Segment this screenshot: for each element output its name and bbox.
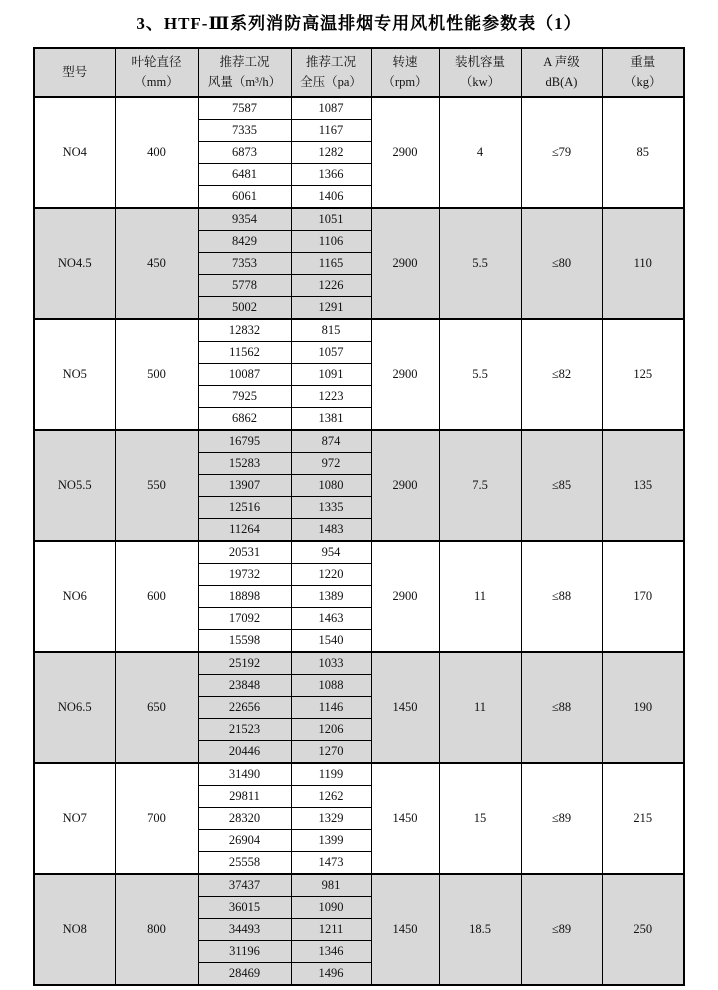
pressure-value-cell: 1051 [291,208,371,231]
flow-value-cell: 12516 [198,497,291,519]
diameter-cell: 450 [115,208,198,319]
diameter-cell: 800 [115,874,198,985]
power-cell: 18.5 [439,874,521,985]
model-cell: NO6 [34,541,115,652]
table-row-NO5-0 [34,319,684,342]
flow-value-cell: 5002 [198,297,291,320]
table-row-NO7-0 [34,763,684,786]
rpm-cell: 2900 [371,319,439,430]
flow-value-cell: 7335 [198,120,291,142]
flow-value-cell: 11562 [198,342,291,364]
power-cell: 7.5 [439,430,521,541]
pressure-value-cell: 1220 [291,564,371,586]
pressure-value-cell: 1399 [291,830,371,852]
pressure-value-cell: 1346 [291,941,371,963]
column-header-2 [198,48,291,97]
column-header-line2: （kg） [623,74,662,89]
flow-value-cell: 9354 [198,208,291,231]
column-header-1 [115,48,198,97]
pressure-value-cell: 1057 [291,342,371,364]
pressure-value-cell: 1335 [291,497,371,519]
weight-cell: 170 [602,541,684,652]
pressure-value-cell: 1091 [291,364,371,386]
flow-value-cell: 31490 [198,763,291,786]
column-header-line1: 型号 [62,64,88,79]
model-cell: NO4 [34,97,115,208]
rpm-cell: 1450 [371,652,439,763]
flow-value-cell: 13907 [198,475,291,497]
flow-value-cell: 5778 [198,275,291,297]
noise-cell: ≤82 [521,319,602,430]
pressure-value-cell: 1106 [291,231,371,253]
flow-value-cell: 37437 [198,874,291,897]
column-header-7 [602,48,684,97]
pressure-value-cell: 1540 [291,630,371,653]
pressure-value-cell: 1033 [291,652,371,675]
flow-value-cell: 28320 [198,808,291,830]
column-header-line2: 风量（m³/h） [207,74,282,89]
flow-value-cell: 22656 [198,697,291,719]
flow-value-cell: 7587 [198,97,291,120]
flow-value-cell: 19732 [198,564,291,586]
pressure-value-cell: 1270 [291,741,371,764]
header-row [34,48,684,97]
flow-value-cell: 7925 [198,386,291,408]
flow-value-cell: 25558 [198,852,291,875]
power-cell: 15 [439,763,521,874]
rpm-cell: 1450 [371,874,439,985]
flow-value-cell: 8429 [198,231,291,253]
column-header-line2: （kw） [459,74,501,89]
flow-value-cell: 34493 [198,919,291,941]
table-row-NO5.5-0 [34,430,684,453]
diameter-cell: 400 [115,97,198,208]
table-row-NO6-0 [34,541,684,564]
pressure-value-cell: 1483 [291,519,371,542]
column-header-6 [521,48,602,97]
pressure-value-cell: 981 [291,874,371,897]
pressure-value-cell: 1262 [291,786,371,808]
weight-cell: 135 [602,430,684,541]
flow-value-cell: 6862 [198,408,291,431]
pressure-value-cell: 1496 [291,963,371,986]
noise-cell: ≤89 [521,874,602,985]
column-header-line1: 装机容量 [454,55,505,70]
flow-value-cell: 6481 [198,164,291,186]
diameter-cell: 600 [115,541,198,652]
pressure-value-cell: 954 [291,541,371,564]
flow-value-cell: 36015 [198,897,291,919]
pressure-value-cell: 1366 [291,164,371,186]
model-cell: NO5 [34,319,115,430]
noise-cell: ≤80 [521,208,602,319]
pressure-value-cell: 1090 [291,897,371,919]
flow-value-cell: 20446 [198,741,291,764]
page-title: 3、HTF-Ⅲ系列消防高温排烟专用风机性能参数表（1） [136,14,582,33]
flow-value-cell: 15598 [198,630,291,653]
flow-value-cell: 23848 [198,675,291,697]
weight-cell: 85 [602,97,684,208]
noise-cell: ≤85 [521,430,602,541]
power-cell: 11 [439,652,521,763]
pressure-value-cell: 1282 [291,142,371,164]
power-cell: 5.5 [439,208,521,319]
spec-table-body [34,97,684,985]
pressure-value-cell: 1211 [291,919,371,941]
rpm-cell: 2900 [371,430,439,541]
noise-cell: ≤79 [521,97,602,208]
flow-value-cell: 7353 [198,253,291,275]
weight-cell: 215 [602,763,684,874]
column-header-3 [291,48,371,97]
pressure-value-cell: 1088 [291,675,371,697]
column-header-line1: 推荐工况 [305,55,356,70]
rpm-cell: 2900 [371,208,439,319]
flow-value-cell: 16795 [198,430,291,453]
noise-cell: ≤88 [521,652,602,763]
flow-value-cell: 10087 [198,364,291,386]
pressure-value-cell: 1226 [291,275,371,297]
table-row-NO4-0 [34,97,684,120]
flow-value-cell: 11264 [198,519,291,542]
pressure-value-cell: 1206 [291,719,371,741]
flow-value-cell: 31196 [198,941,291,963]
flow-value-cell: 20531 [198,541,291,564]
rpm-cell: 2900 [371,541,439,652]
pressure-value-cell: 1080 [291,475,371,497]
pressure-value-cell: 1463 [291,608,371,630]
pressure-value-cell: 1146 [291,697,371,719]
flow-value-cell: 15283 [198,453,291,475]
pressure-value-cell: 1389 [291,586,371,608]
noise-cell: ≤88 [521,541,602,652]
diameter-cell: 500 [115,319,198,430]
column-header-line1: 转速 [392,55,418,70]
rpm-cell: 2900 [371,97,439,208]
spec-table-head [34,48,684,97]
column-header-line2: dB(A) [545,74,578,89]
flow-value-cell: 29811 [198,786,291,808]
pressure-value-cell: 1406 [291,186,371,209]
table-row-NO6.5-0 [34,652,684,675]
diameter-cell: 550 [115,430,198,541]
pressure-value-cell: 1473 [291,852,371,875]
model-cell: NO4.5 [34,208,115,319]
noise-cell: ≤89 [521,763,602,874]
weight-cell: 110 [602,208,684,319]
pressure-value-cell: 815 [291,319,371,342]
model-cell: NO8 [34,874,115,985]
column-header-line1: A 声级 [543,55,580,70]
pressure-value-cell: 1329 [291,808,371,830]
weight-cell: 190 [602,652,684,763]
power-cell: 11 [439,541,521,652]
pressure-value-cell: 1223 [291,386,371,408]
flow-value-cell: 17092 [198,608,291,630]
pressure-value-cell: 1199 [291,763,371,786]
flow-value-cell: 6061 [198,186,291,209]
flow-value-cell: 21523 [198,719,291,741]
column-header-0 [34,48,115,97]
column-header-4 [371,48,439,97]
flow-value-cell: 26904 [198,830,291,852]
column-header-line1: 叶轮直径 [131,55,182,70]
column-header-line1: 推荐工况 [219,55,270,70]
model-cell: NO7 [34,763,115,874]
column-header-line2: （mm） [134,74,179,89]
column-header-5 [439,48,521,97]
pressure-value-cell: 874 [291,430,371,453]
flow-value-cell: 12832 [198,319,291,342]
pressure-value-cell: 972 [291,453,371,475]
pressure-value-cell: 1291 [291,297,371,320]
pressure-value-cell: 1167 [291,120,371,142]
column-header-line2: 全压（pa） [300,74,362,89]
pressure-value-cell: 1165 [291,253,371,275]
model-cell: NO5.5 [34,430,115,541]
flow-value-cell: 6873 [198,142,291,164]
power-cell: 5.5 [439,319,521,430]
flow-value-cell: 18898 [198,586,291,608]
table-row-NO4.5-0 [34,208,684,231]
table-row-NO8-0 [34,874,684,897]
column-header-line1: 重量 [630,55,656,70]
power-cell: 4 [439,97,521,208]
fan-spec-table [33,47,685,986]
diameter-cell: 700 [115,763,198,874]
flow-value-cell: 28469 [198,963,291,986]
diameter-cell: 650 [115,652,198,763]
weight-cell: 250 [602,874,684,985]
column-header-line2: （rpm） [382,74,428,89]
model-cell: NO6.5 [34,652,115,763]
flow-value-cell: 25192 [198,652,291,675]
pressure-value-cell: 1381 [291,408,371,431]
rpm-cell: 1450 [371,763,439,874]
weight-cell: 125 [602,319,684,430]
pressure-value-cell: 1087 [291,97,371,120]
